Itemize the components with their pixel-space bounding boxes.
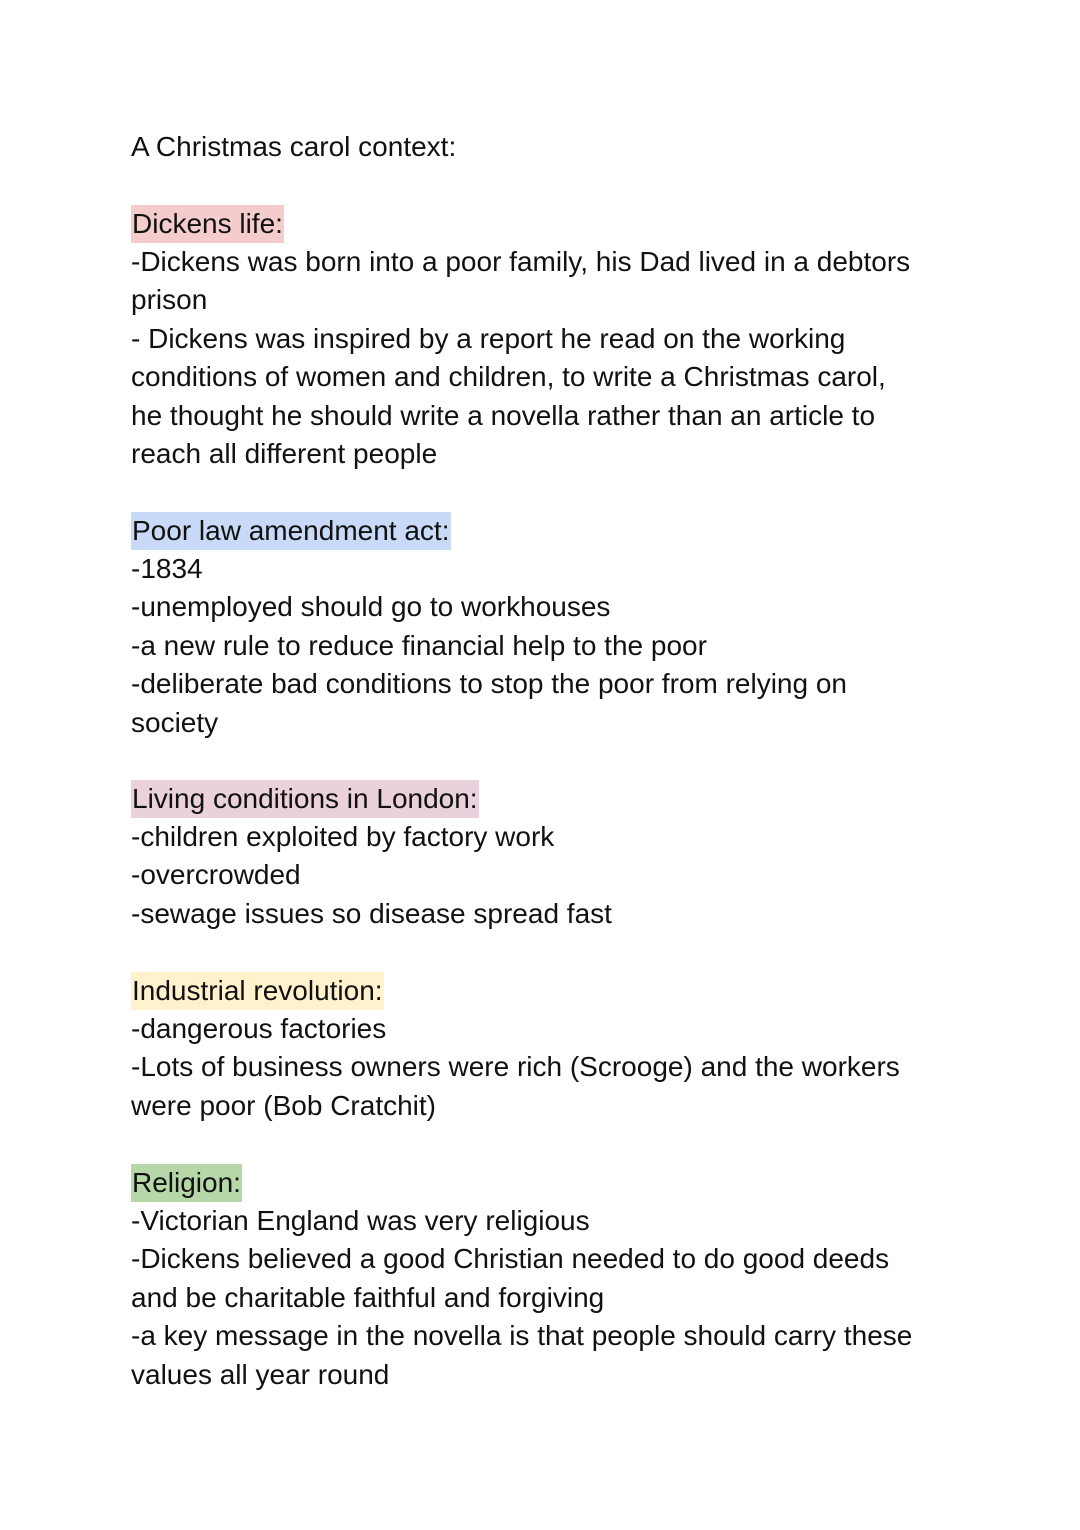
bullet-line: -1834: [131, 553, 203, 584]
bullet-line: society: [131, 706, 219, 738]
section-body: [131, 243, 951, 473]
bullet-line: -Dickens believed a good Christian needed to do good deeds: [131, 1243, 890, 1275]
section-industrial-revolution: [131, 972, 951, 1125]
bullet-line: he thought he should write a novella rather than an article to: [131, 399, 876, 431]
section-body: [131, 1010, 951, 1125]
bullet-line: -a new rule to reduce financial help to the poor: [131, 629, 707, 661]
bullet-line: -a key message in the novella is that people should carry these: [131, 1320, 913, 1352]
section-heading: Industrial revolution:: [131, 972, 384, 1010]
section-heading: Poor law amendment act:: [131, 512, 451, 550]
section-body: [131, 1202, 951, 1394]
section-heading: Religion:: [131, 1164, 242, 1202]
bullet-line: and be charitable faithful and forgiving: [131, 1281, 605, 1313]
section-body: [131, 550, 951, 742]
section-body: [131, 818, 951, 933]
bullet-line: values all year round: [131, 1358, 390, 1390]
bullet-line: - Dickens was inspired by a report he read on the working: [131, 322, 846, 354]
bullet-line: -dangerous factories: [131, 1013, 387, 1044]
section-dickens-life: [131, 205, 951, 473]
section-living-conditions-london: [131, 780, 951, 933]
bullet-line: -unemployed should go to workhouses: [131, 591, 611, 623]
section-poor-law-amendment-act: [131, 512, 951, 742]
bullet-line: -Lots of business owners were rich (Scrooge) and the workers: [131, 1051, 900, 1083]
bullet-line: -children exploited by factory work: [131, 821, 555, 852]
bullet-line: reach all different people: [131, 438, 438, 470]
bullet-line: -Victorian England was very religious: [131, 1205, 590, 1236]
section-religion: [131, 1164, 951, 1394]
section-heading: Living conditions in London:: [131, 780, 479, 818]
bullet-line: were poor (Bob Cratchit): [131, 1089, 437, 1121]
bullet-line: -deliberate bad conditions to stop the poor from relying on: [131, 668, 847, 700]
bullet-line: -overcrowded: [131, 859, 301, 891]
bullet-line: -sewage issues so disease spread fast: [131, 897, 612, 929]
section-heading: Dickens life:: [131, 205, 284, 243]
bullet-line: prison: [131, 284, 208, 316]
bullet-line: conditions of women and children, to write a Christmas carol,: [131, 361, 886, 393]
document-title: A Christmas carol context:: [131, 131, 457, 162]
bullet-line: -Dickens was born into a poor family, his Dad lived in a debtors: [131, 246, 911, 277]
